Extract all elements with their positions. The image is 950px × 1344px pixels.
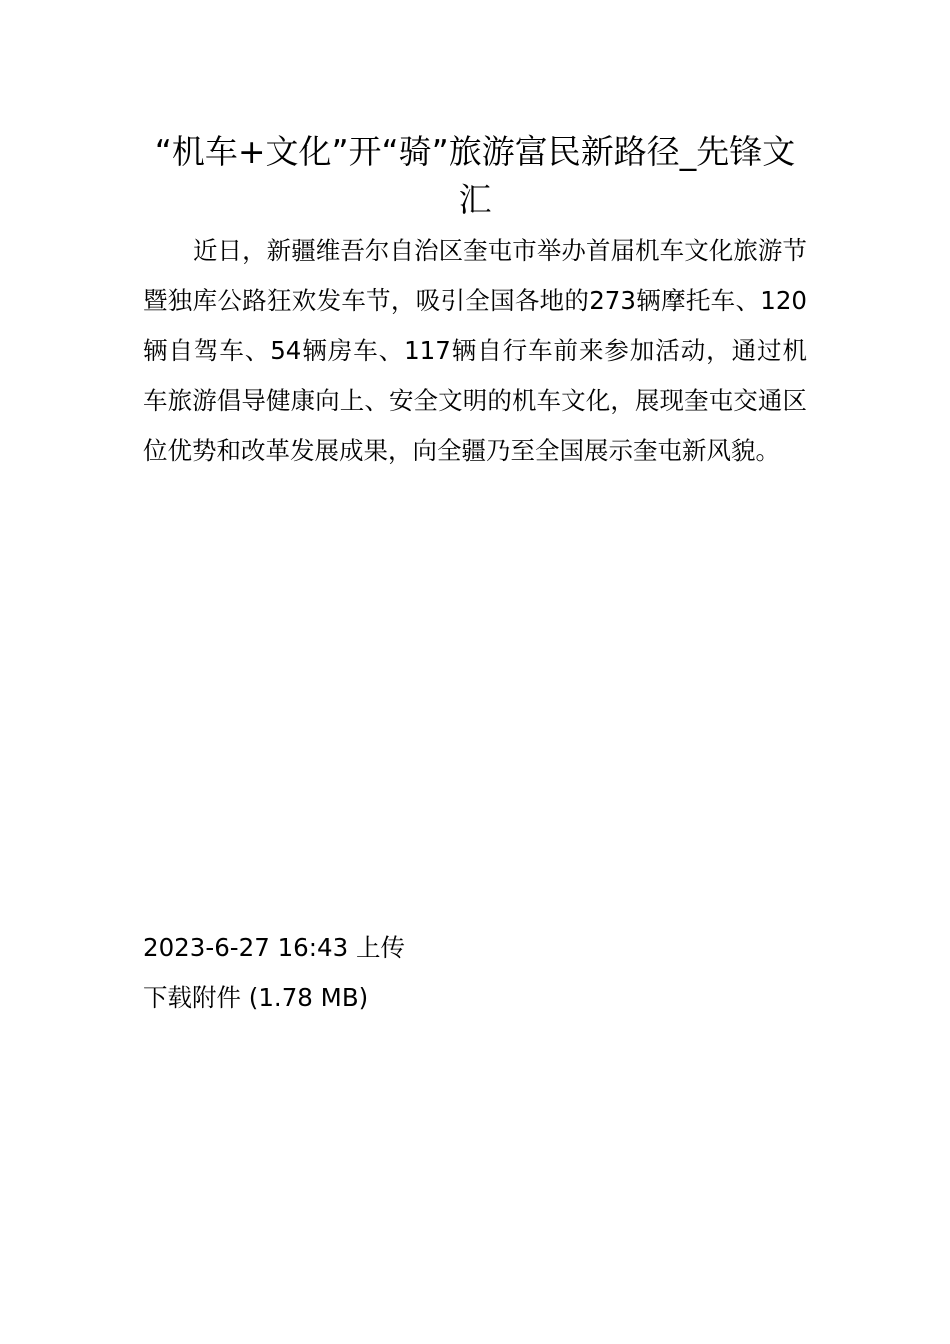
upload-timestamp: 2023-6-27 16:43 上传 [143,933,405,962]
article-body: 近日，新疆维吾尔自治区奎屯市举办首届机车文化旅游节暨独库公路狂欢发车节，吸引全国各地的273辆摩托车、120辆自驾车、54辆房车、117辆自行车前来参加活动，通过机车旅游倡导健康向上、安全文明的机车文化，展现奎屯交通区位优势和改革发展成果，向全疆乃至全国展示奎屯新风貌。 [143,236,807,465]
article-title: “机车+文化”开“骑”旅游富民新路径_先锋文汇 [154,132,796,219]
download-attachment-link[interactable]: 下载附件 (1.78 MB) [143,983,369,1012]
